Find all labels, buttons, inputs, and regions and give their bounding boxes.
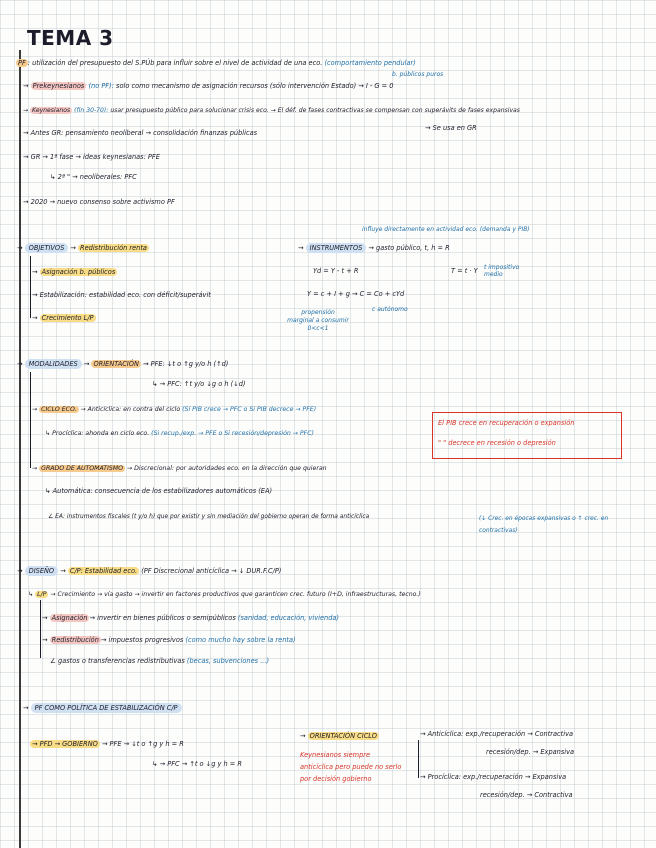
keynes-text: usar presupuesto público para solucionar crisis eco. → El déf. de fases contractivas se compensan con superávits de fases expansivas xyxy=(110,107,520,114)
modalidades-bracket xyxy=(30,372,31,468)
ciclo-label: CICLO ECO. xyxy=(41,406,77,413)
orientacion-label: ORIENTACIÓN xyxy=(93,360,139,368)
objetivos-bracket xyxy=(30,256,31,318)
asignacion-label: Asignación xyxy=(51,614,88,622)
diseno-row: → DISEÑO → C/P: Estabilidad eco. (PF Discrecional anticíclica → ↓ DUR.F.C/P) xyxy=(17,567,282,575)
prociclica-row: ↳ Procíclica: ahonda en ciclo eco. (Si recup./exp. → PFE o Si recesión/depresión → PFC) xyxy=(45,430,314,437)
redistribucion-label: Redistribución xyxy=(51,636,99,644)
asignacion-row: → Asignación → invertir en bienes públicos o semipúblicos (sanidad, educación, vivienda) xyxy=(42,614,340,622)
pfc-text: → PFC: ↑t y/o ↓g o h (↓d) xyxy=(159,380,246,388)
keynes-row: → Keynesianos (fin 30-70): usar presupuesto público para solucionar crisis eco. → El déf. de fases contractivas se compensan con superávits de fases expansivas xyxy=(23,107,520,114)
gastos-text: gastos o transferencias redistributivas xyxy=(58,657,185,665)
diseno-bracket xyxy=(40,600,41,658)
consumo-formula: Y = c + I + g → C = Co + cYd xyxy=(307,290,405,298)
pfc-stab: → PFC → ↑t o ↓g y h = R xyxy=(159,760,242,768)
pib-note-line: El PIB crece en recuperación o expansión xyxy=(438,419,575,427)
keynes-label: Keynesianos xyxy=(32,107,71,114)
grado-text: → Discrecional: por autoridades eco. en la dirección que quieran xyxy=(126,465,327,472)
orientacion-ciclo: ORIENTACIÓN CICLO xyxy=(309,732,377,740)
tax-note: t impositivo medio xyxy=(484,264,520,278)
margin-line xyxy=(19,50,21,848)
cp-note: (PF Discrecional anticíclica → ↓ DUR.F.C/P) xyxy=(141,567,282,575)
propension-note: propensión marginal a consumir 0<c<1 xyxy=(287,309,349,332)
pfc-stab-row: ↳ → PFC → ↑t o ↓g y h = R xyxy=(152,760,242,768)
redistribucion-row: → Redistribución → impuestos progresivos (como mucho hay sobre la renta) xyxy=(42,636,296,644)
pfe-stab: → PFE → ↓t o ↑g y h = R xyxy=(101,740,184,748)
pfc-row: ↳ → PFC: ↑t y/o ↓g o h (↓d) xyxy=(152,380,246,388)
gr-second-text: 2ª " → neoliberales: PFC xyxy=(57,173,137,181)
pfd-text: → PFD → GOBIERNO xyxy=(32,740,98,748)
prociclica-text: Procíclica: ahonda en ciclo eco. xyxy=(52,430,150,437)
keynes-tag: (fin 30-70): xyxy=(74,107,109,114)
automatica-text: Automática: consecuencia de los estabilizadores automáticos (EA) xyxy=(52,487,273,495)
gr-second-row: ↳ 2ª " → neoliberales: PFC xyxy=(50,173,137,181)
prekeynes-text: solo como mecanismo de asignación recursos (sólo intervención Estado) → I - G = 0 xyxy=(116,82,394,90)
objetivo-crecimiento: Crecimiento L/P xyxy=(41,314,94,322)
ciclo-text: → Anticíclica: en contra del ciclo xyxy=(80,406,181,413)
instrumentos-row: → INSTRUMENTOS → gasto público, t, h = R xyxy=(298,244,450,252)
ciclo-blue: (Si PIB crece → PFC o Si PIB decrece → PFE) xyxy=(182,406,317,413)
pfe-text: → PFE: ↓t o ↑g y/o h (↑d) xyxy=(142,360,229,368)
asignacion-blue: (sanidad, educación, vivienda) xyxy=(237,614,340,622)
orientacion-bracket xyxy=(418,740,419,778)
gr-first-row: → GR → 1ª fase → ideas keynesianas: PFE xyxy=(23,153,160,161)
y2020-row: → 2020 → nuevo consenso sobre activismo PF xyxy=(23,198,175,206)
lp-label: L/P xyxy=(37,591,47,598)
page-title: TEMA 3 xyxy=(27,26,114,50)
anticiclica-row: → Anticíclica: exp./recuperación → Contractiva xyxy=(420,730,574,738)
instrumentos-label: INSTRUMENTOS xyxy=(306,243,367,253)
grado-row: → GRADO DE AUTOMATISMO → Discrecional: por autoridades eco. en la dirección que quieran xyxy=(32,465,327,472)
gastos-row: ∠ gastos o transferencias redistributivas (becas, subvenciones ...) xyxy=(50,657,270,665)
objetivo-item: → Estabilización: estabilidad eco. con déficit/superávit xyxy=(32,291,211,299)
lp-row: ↳ L/P → Crecimiento → vía gasto → invertir en factores productivos que garanticen crec. futuro (I+D, infraestructuras, tecno.) xyxy=(28,591,421,598)
objetivos-main: Redistribución renta xyxy=(80,244,147,252)
orientacion-ciclo-row: → ORIENTACIÓN CICLO xyxy=(300,732,377,740)
instrumentos-text: gasto público, t, h = R xyxy=(376,244,450,252)
cp-label: C/P: Estabilidad eco. xyxy=(69,567,138,575)
objetivo-item: → Crecimiento L/P xyxy=(32,314,94,322)
objetivo-estabilizacion: Estabilización: estabilidad eco. con déficit/superávit xyxy=(39,291,211,299)
prociclica-blue: (Si recup./exp. → PFE o Si recesión/depresión → PFC) xyxy=(151,430,314,437)
c-autonomo-note: c autónomo xyxy=(372,306,408,313)
ciclo-row: → CICLO ECO. → Anticíclica: en contra del ciclo (Si PIB crece → PFC o Si PIB decrece → PFE) xyxy=(32,406,317,413)
prekeynes-tag: (no PF): xyxy=(88,82,114,90)
objetivo-asignacion: Asignación b. públicos xyxy=(41,268,116,276)
pf-label: PF xyxy=(18,59,26,67)
pf-definition-row xyxy=(16,59,416,68)
pf-definition: : utilización del presupuesto del S.PÚb para influir sobre el nivel de actividad de una eco. xyxy=(27,59,323,67)
anticiclica-row-2: recesión/dep. → Expansiva xyxy=(486,748,575,756)
asignacion-text: → invertir en bienes públicos o semipúblicos xyxy=(89,614,236,622)
prekeynes-row: → Prekeynesianos (no PF): solo como mecanismo de asignación recursos (sólo intervención Estado) → I - G = 0 xyxy=(23,82,394,90)
pf-puros-note: b. públicos puros xyxy=(392,71,444,78)
yd-formula: Yd = Y - t + R xyxy=(313,267,359,275)
ea-blue-note: (↓ Crec. en épocas expansivas o ↑ crec. en contractivas) xyxy=(479,516,609,534)
antes-gr-row: → Antes GR: pensamiento neoliberal → consolidación finanzas públicas xyxy=(23,129,258,137)
pib-note-line: " " decrece en recesión o depresión xyxy=(438,439,556,447)
tax-formula: T = t · Y xyxy=(451,267,478,275)
gastos-blue: (becas, subvenciones ...) xyxy=(186,657,270,665)
grado-label: GRADO DE AUTOMATISMO xyxy=(41,465,123,472)
redistribucion-blue: (como mucho hay sobre la renta) xyxy=(185,636,296,644)
prekeynes-label: Prekeynesianos xyxy=(32,82,85,90)
pf-note: (comportamiento pendular) xyxy=(324,59,416,67)
keynes-note: → Se usa en GR xyxy=(425,124,477,132)
ea-row: ∠ EA: instrumentos fiscales (t y/o h) que por existir y sin mediación del gobierno operan de forma anticíclica xyxy=(48,514,370,520)
objetivo-item: → Asignación b. públicos xyxy=(32,268,116,276)
automatica-row: ↳ Automática: consecuencia de los estabilizadores automáticos (EA) xyxy=(45,487,273,495)
modalidades-label: MODALIDADES xyxy=(25,359,82,369)
redistribucion-text: → impuestos progresivos xyxy=(100,636,184,644)
prociclica-row-2: recesión/dep. → Contractiva xyxy=(480,791,573,799)
ea-text: EA: instrumentos fiscales (t y/o h) que por existir y sin mediación del gobierno operan de forma anticíclica xyxy=(55,514,370,520)
instrumentos-top-note: influye directamente en actividad eco. (demanda y PIB) xyxy=(362,226,530,233)
prociclica-row: → Procíclica: exp./recuperación → Expansiva xyxy=(420,773,567,781)
diseno-label: DISEÑO xyxy=(25,566,59,576)
keynesianos-red-note: Keynesianos siempre anticíclica pero puede no serlo por decisión gobierno xyxy=(300,751,402,783)
objetivos-row: → OBJETIVOS → Redistribución renta xyxy=(17,244,147,252)
modalidades-row: → MODALIDADES → ORIENTACIÓN → PFE: ↓t o ↑g y/o h (↑d) xyxy=(17,360,229,368)
estabilizacion-row: → PF COMO POLÍTICA DE ESTABILIZACIÓN C/P xyxy=(23,704,182,713)
estabilizacion-header: PF COMO POLÍTICA DE ESTABILIZACIÓN C/P xyxy=(31,703,182,713)
lp-text: → Crecimiento → vía gasto → invertir en factores productivos que garanticen crec. futuro (I+D, infraestructuras, tecno.) xyxy=(50,591,421,598)
objetivos-label: OBJETIVOS xyxy=(25,243,69,253)
pfd-row xyxy=(30,740,184,749)
